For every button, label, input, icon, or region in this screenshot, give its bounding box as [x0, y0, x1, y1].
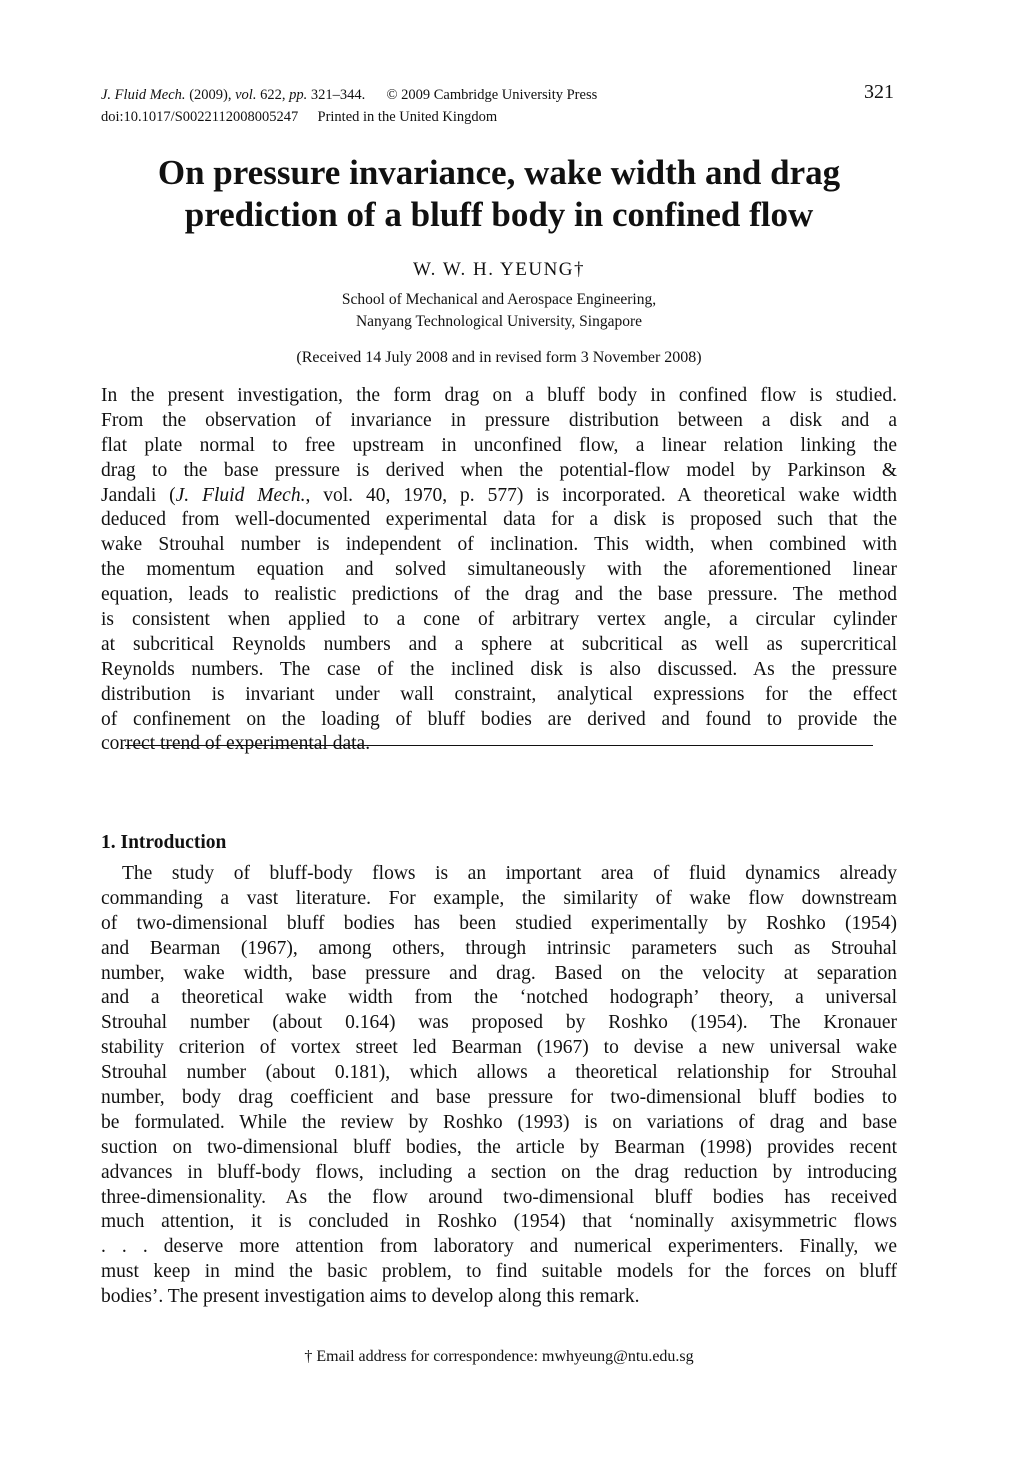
body-line: The study of bluff-body flows is an important area of fluid dynamics already — [122, 863, 897, 884]
volume-number: 622, — [260, 87, 286, 103]
page-range: 321–344. — [310, 87, 366, 103]
abstract-line: is consistent when applied to a cone of arbitrary vertex angle, a circular cylinder — [101, 609, 897, 631]
title-line: prediction of a bluff body in confined flow — [184, 195, 814, 234]
copyright-notice: © 2009 Cambridge University Press — [386, 87, 598, 103]
journal-citation: J. Fluid Mech. — [175, 484, 306, 506]
body-line: and a theoretical wake width from the ‘notched hodograph’ theory, a universal — [101, 987, 897, 1009]
body-line: be formulated. While the review by Roshko (1993) is on variations of drag and base — [101, 1111, 897, 1133]
page-number: 321 — [864, 81, 894, 103]
abstract-divider — [125, 745, 873, 746]
printed-notice: Printed in the United Kingdom — [317, 109, 498, 125]
abstract-line: From the observation of invariance in pressure distribution between a disk and a — [101, 409, 897, 431]
body-line: and Bearman (1967), among others, through intrinsic parameters such as Strouhal — [101, 937, 897, 959]
title-line: On pressure invariance, wake width and drag — [157, 153, 841, 192]
journal-year: (2009), — [189, 87, 232, 103]
text-run: , vol. 40, 1970, p. 577) is incorporated. A theoretical wake width — [305, 484, 898, 506]
abstract-line: correct trend of experimental data. — [101, 733, 371, 755]
body-line: number, wake width, base pressure and drag. Based on the velocity at separation — [101, 962, 897, 984]
section-heading: 1. Introduction — [101, 832, 227, 853]
body-line: of two-dimensional bluff bodies has been studied experimentally by Roshko (1954) — [101, 912, 897, 934]
received-dates: (Received 14 July 2008 and in revised form 3 November 2008) — [296, 349, 702, 366]
paper-title — [100, 152, 898, 236]
abstract-line: flat plate normal to free upstream in unconfined flow, a linear relation linking the — [101, 434, 897, 456]
abstract — [101, 384, 897, 757]
abstract-line: the momentum equation and solved simultaneously with the aforementioned linear — [101, 559, 897, 581]
abstract-line: of confinement on the loading of bluff bodies are derived and found to provide the — [101, 708, 897, 730]
body-line: Strouhal number (about 0.181), which allows a theoretical relationship for Strouhal — [101, 1062, 897, 1084]
text-run: Jandali ( — [101, 484, 176, 506]
body-line: commanding a vast literature. For example, the similarity of wake flow downstream — [101, 887, 897, 909]
abstract-line: Reynolds numbers. The case of the inclined disk is also discussed. As the pressure — [101, 658, 897, 680]
abstract-line: equation, leads to realistic predictions of the drag and the base pressure. The method — [101, 584, 897, 606]
body-line: must keep in mind the basic problem, to find suitable models for the forces on bluff — [101, 1261, 897, 1283]
body-line: bodies’. The present investigation aims to develop along this remark. — [101, 1286, 640, 1308]
body-line: suction on two-dimensional bluff bodies, the article by Bearman (1998) provides recent — [101, 1136, 897, 1158]
introduction-body — [101, 862, 897, 1310]
abstract-line: In the present investigation, the form drag on a bluff body in confined flow is studied. — [101, 385, 897, 406]
pages-label: pp. — [289, 87, 308, 103]
journal-name: J. Fluid Mech. — [101, 87, 186, 103]
abstract-line: at subcritical Reynolds numbers and a sphere at subcritical as well as supercritical — [101, 633, 897, 655]
citation-line — [101, 85, 597, 105]
body-line: number, body drag coefficient and base pressure for two-dimensional bluff bodies to — [101, 1087, 897, 1109]
affiliation-line: Nanyang Technological University, Singapore — [355, 313, 643, 330]
body-line: stability criterion of vortex street led Bearman (1967) to devise a new universal wake — [101, 1037, 897, 1059]
body-line: three-dimensionality. As the flow around two-dimensional bluff bodies has received — [101, 1186, 897, 1208]
abstract-line: wake Strouhal number is independent of inclination. This width, when combined with — [101, 534, 897, 556]
affiliation-line: School of Mechanical and Aerospace Engineering, — [341, 291, 657, 308]
body-line: Strouhal number (about 0.164) was proposed by Roshko (1954). The Kronauer — [101, 1012, 897, 1034]
correspondence-footnote: † Email address for correspondence: mwhyeung@ntu.edu.sg — [304, 1348, 694, 1365]
abstract-line: distribution is invariant under wall constraint, analytical expressions for the effect — [101, 683, 897, 705]
abstract-line: deduced from well-documented experimental data for a disk is proposed such that the — [101, 509, 897, 531]
volume-label: vol. — [235, 87, 257, 103]
body-line: . . . deserve more attention from laboratory and numerical experimenters. Finally, we — [101, 1236, 897, 1258]
body-line: much attention, it is concluded in Roshko (1954) that ‘nominally axisymmetric flows — [101, 1211, 897, 1233]
author-name: W. W. H. YEUNG† — [412, 259, 586, 280]
body-line: advances in bluff-body flows, including a section on the drag reduction by introducing — [101, 1161, 897, 1183]
abstract-line: drag to the base pressure is derived when the potential-flow model by Parkinson & — [101, 459, 897, 481]
doi-line — [101, 107, 497, 127]
abstract-line — [101, 484, 897, 509]
doi: doi:10.1017/S0022112008005247 — [101, 109, 299, 125]
